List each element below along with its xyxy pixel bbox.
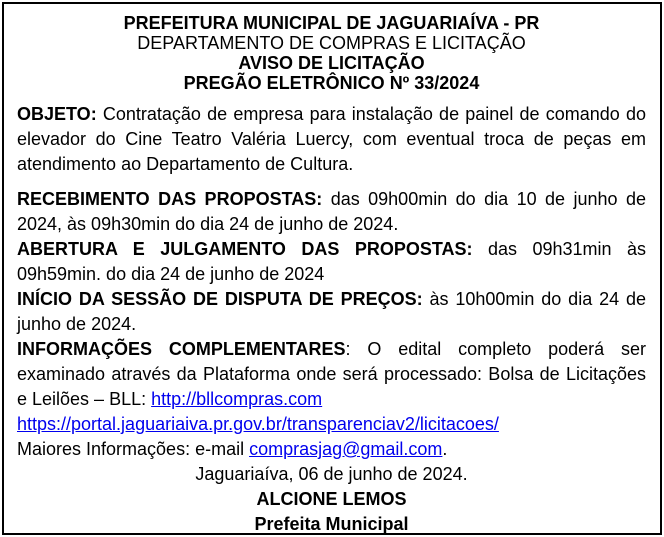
inicio-disputa-label: INÍCIO DA SESSÃO DE DISPUTA DE PREÇOS: xyxy=(17,289,423,309)
signature-name: ALCIONE LEMOS xyxy=(256,489,407,509)
recebimento-text: das 09h00min do dia 10 de junho de 2024, às 09h30min do dia 24 de junho de 2024. xyxy=(17,189,646,234)
notice-document-frame xyxy=(2,2,662,535)
notice-type-heading: AVISO DE LICITAÇÃO xyxy=(238,53,425,73)
informacoes-text: : O edital completo poderá ser examinado através da Plataforma onde será processado: Bolsa de Licitações e Leilões – BLL: xyxy=(17,339,646,409)
abertura-label: ABERTURA E JULGAMENTO DAS PROPOSTAS: xyxy=(17,239,473,259)
date-line: Jaguariaíva, 06 de junho de 2024. xyxy=(195,464,468,484)
bll-compras-link[interactable]: http://bllcompras.com xyxy=(151,389,323,409)
signature-title: Prefeita Municipal xyxy=(254,514,409,534)
email-link[interactable]: comprasjag@gmail.com xyxy=(249,439,443,459)
notice-header xyxy=(17,13,646,93)
portal-transparencia-link[interactable]: https://portal.jaguariaiva.pr.gov.br/transparenciav2/licitacoes/ xyxy=(17,414,499,434)
maiores-informacoes-text: Maiores Informações: e-mail xyxy=(17,439,250,459)
recebimento-label: RECEBIMENTO DAS PROPOSTAS: xyxy=(17,189,323,209)
objeto-paragraph xyxy=(17,102,646,177)
abertura-paragraph xyxy=(17,237,646,287)
process-number-heading: PREGÃO ELETRÔNICO Nº 33/2024 xyxy=(183,73,480,93)
maiores-informacoes-suffix: . xyxy=(442,439,448,459)
notice-body xyxy=(17,102,646,537)
abertura-text: das 09h31min às 09h59min. do dia 24 de junho de 2024 xyxy=(17,239,646,284)
portal-link-paragraph xyxy=(17,412,646,437)
municipality-title: PREFEITURA MUNICIPAL DE JAGUARIAÍVA - PR xyxy=(123,13,540,33)
inicio-disputa-paragraph xyxy=(17,287,646,337)
maiores-informacoes-paragraph xyxy=(17,437,646,462)
inicio-disputa-text: às 10h00min do dia 24 de junho de 2024. xyxy=(17,289,646,334)
objeto-label: OBJETO: xyxy=(17,104,97,124)
objeto-text: Contratação de empresa para instalação de painel de comando do elevador do Cine Teatro Valéria Luercy, com eventual troca de peças em atendimento ao Departamento de Cultura. xyxy=(17,104,646,174)
department-subtitle: DEPARTAMENTO DE COMPRAS E LICITAÇÃO xyxy=(137,33,526,53)
recebimento-paragraph xyxy=(17,187,646,237)
informacoes-label: INFORMAÇÕES COMPLEMENTARES xyxy=(17,339,346,359)
informacoes-paragraph xyxy=(17,337,646,412)
